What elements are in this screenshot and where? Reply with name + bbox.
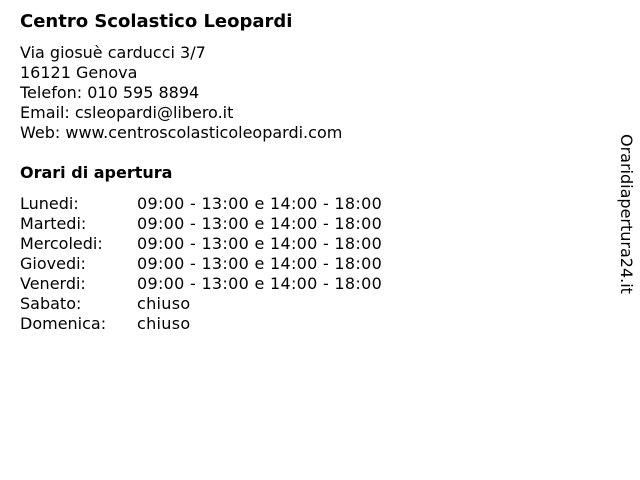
brand-site-name: Oraridiapertura24.it	[617, 134, 636, 294]
city: 16121 Genova	[20, 63, 138, 82]
time-value: chiuso	[137, 314, 191, 333]
address: Via giosuè carducci 3/7	[20, 43, 206, 62]
time-value: 09:00 - 13:00 e 14:00 - 18:00	[137, 254, 383, 273]
day-label: Mercoledi:	[20, 234, 103, 253]
contact-info	[20, 43, 342, 143]
time-value: chiuso	[137, 294, 191, 313]
day-label: Lunedi:	[20, 194, 79, 213]
website: Web: www.centroscolasticoleopardi.com	[20, 123, 343, 142]
day-label: Domenica:	[20, 314, 107, 333]
email: Email: csleopardi@libero.it	[20, 103, 234, 122]
time-value: 09:00 - 13:00 e 14:00 - 18:00	[137, 274, 383, 293]
day-label: Venerdi:	[20, 274, 86, 293]
time-value: 09:00 - 13:00 e 14:00 - 18:00	[137, 234, 383, 253]
opening-hours-title: Orari di apertura	[20, 163, 173, 182]
phone: Telefon: 010 595 8894	[20, 83, 200, 102]
brand-watermark	[612, 134, 636, 314]
time-value: 09:00 - 13:00 e 14:00 - 18:00	[137, 194, 383, 213]
day-label: Sabato:	[20, 294, 82, 313]
time-value: 09:00 - 13:00 e 14:00 - 18:00	[137, 214, 383, 233]
day-label: Giovedi:	[20, 254, 86, 273]
day-label: Martedi:	[20, 214, 87, 233]
business-name: Centro Scolastico Leopardi	[20, 11, 293, 32]
